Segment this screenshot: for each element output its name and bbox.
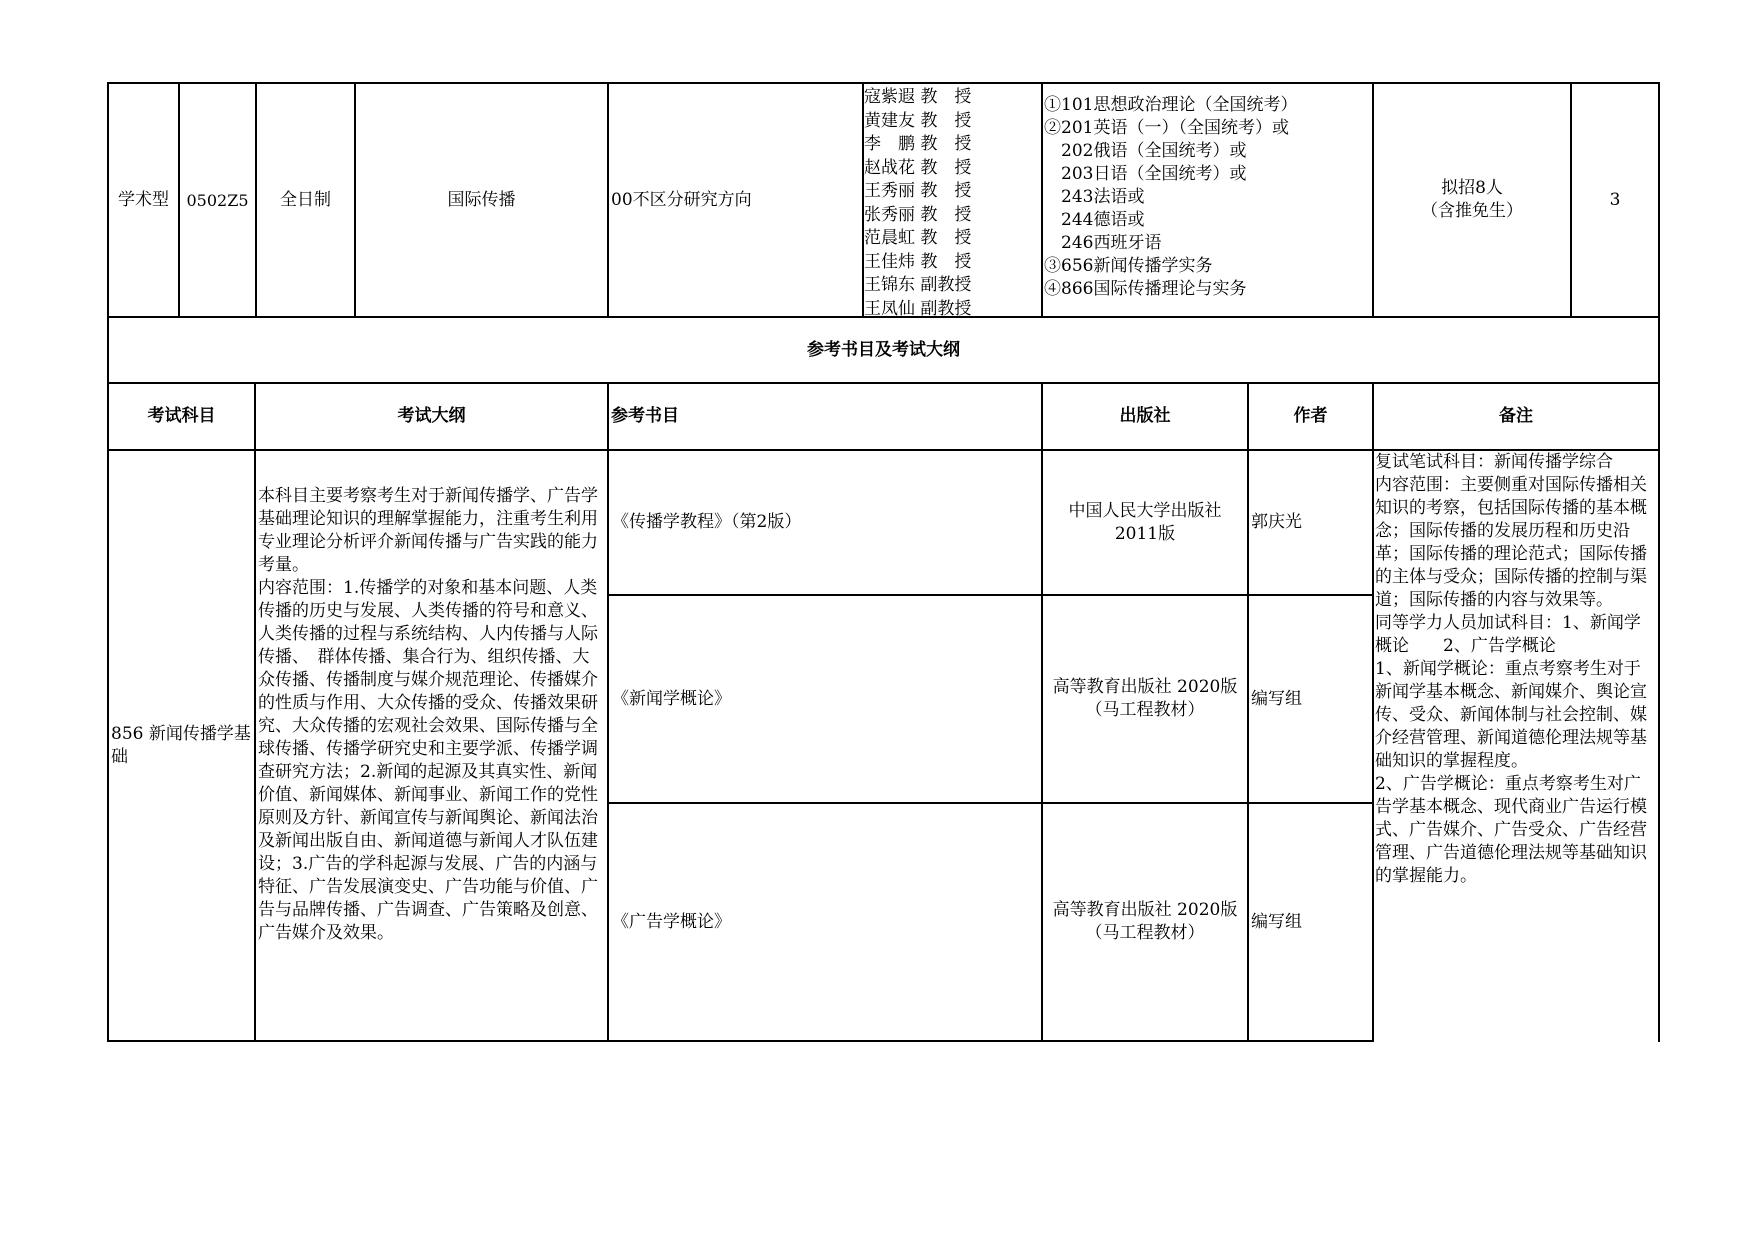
book-author: 编写组 xyxy=(1251,911,1302,932)
supervisor-item: 寇紫遐 教 授 xyxy=(864,87,972,107)
research-direction: 00不区分研究方向 xyxy=(611,189,752,210)
exam-subject-item: ②201英语（一）（全国统考）或 xyxy=(1044,118,1289,138)
section-title: 参考书目及考试大纲 xyxy=(807,339,960,360)
exam-subject-item: 202俄语（全国统考）或 xyxy=(1044,141,1247,161)
exam-subject-item: ③656新闻传播学实务 xyxy=(1044,256,1213,276)
col-divider xyxy=(1247,382,1249,1042)
book-publisher: 高等教育出版社 2020版（马工程教材） xyxy=(1052,900,1238,943)
supervisor-item: 范晨虹 教 授 xyxy=(864,228,972,248)
book-author: 郭庆光 xyxy=(1251,512,1302,532)
supervisor-item: 王佳炜 教 授 xyxy=(864,251,972,272)
book-title: 《新闻学概论》 xyxy=(612,688,731,709)
table-border-right xyxy=(1658,82,1660,1042)
exam-subject-list xyxy=(1044,94,1372,316)
study-mode: 全日制 xyxy=(280,189,331,210)
exam-subject: 856 新闻传播学基础 xyxy=(111,723,251,767)
supervisor-item: 王秀丽 教 授 xyxy=(864,181,972,201)
enrollment-line: 拟招8人 xyxy=(1441,178,1503,198)
book-publisher: 中国人民大学出版社 2011版 xyxy=(1068,500,1227,544)
supervisor-item: 王凤仙 副教授 xyxy=(864,298,972,316)
header-book: 参考书目 xyxy=(611,406,679,426)
exam-subject-item: 244德语或 xyxy=(1044,210,1145,230)
exam-outline: 本科目主要考察考生对于新闻传播学、广告学基础理论知识的理解掌握能力，注重考生利用专业理论分析评介新闻传播与广告实践的能力考量。 内容范围：1.传播学的对象和基本问题、人类传播的历史与发展、人类传播的符号和意义、人类传播的过程与系统结构、人内传播与人际传播、 群体传播、集合行为、组织传播、大众传播、传播制度与媒介规范理论、传播媒介的性质与作用、大众传播的受众、传播效果研究、大众传播的宏观社会效果、国际传播与全球传播、传播学研究史和主要学派、传播学调查研究方法；2.新闻的起源及其真实性、新闻价值、新闻媒体、新闻事业、新闻工作的党性原则及方针、新闻宣传与新闻舆论、新闻法治及新闻出版自由、新闻道德与新闻人才队伍建设；3.广告的学科起源与发展、广告的内涵与特征、广告发展演变史、广告功能与价值、广告与品牌传播、广告调查、广告策略及创意、广告媒介及效果。 xyxy=(258,486,598,943)
col-divider xyxy=(607,82,609,318)
exam-subject-item: 243法语或 xyxy=(1044,187,1145,207)
enrollment-count xyxy=(1374,84,1570,316)
supervisor-list xyxy=(864,86,1041,316)
supervisor-item: 张秀丽 教 授 xyxy=(864,204,972,225)
book-title: 《广告学概论》 xyxy=(612,911,731,932)
program-code: 0502Z5 xyxy=(186,190,249,210)
col-divider xyxy=(1041,82,1043,318)
program-type: 学术型 xyxy=(118,189,169,210)
supervisor-item: 黄建友 教 授 xyxy=(864,110,972,131)
col-divider xyxy=(254,382,256,1042)
supervisor-item: 王锦东 副教授 xyxy=(864,275,972,295)
exam-subject-item: ④866国际传播理论与实务 xyxy=(1044,279,1247,299)
header-publisher: 出版社 xyxy=(1119,406,1171,426)
book-title: 《传播学教程》（第2版） xyxy=(612,512,802,532)
header-author: 作者 xyxy=(1293,406,1328,426)
col-divider xyxy=(1372,382,1374,1042)
book-author: 编写组 xyxy=(1251,688,1302,709)
major-name: 国际传播 xyxy=(447,189,516,210)
exam-note: 复试笔试科目：新闻传播学综合 内容范围：主要侧重对国际传播相关知识的考察，包括国际传播的基本概念；国际传播的发展历程和历史沿革；国际传播的理论范式；国际传播的主体与受众；国际传播的控制与渠道；国际传播的内容与效果等。 同等学力人员加试科目：1、新闻学概论 2、广告学概论 1、新闻学概论：重点考察考生对于新闻学基本概念、新闻媒介、舆论宣传、受众、新闻体制与社会控制、媒介经营管理、新闻道德伦理法规等基础知识的掌握程度。 2、广告学概论：重点考察考生对广告学基本概念、现代商业广告运行模式、广告媒介、广告受众、广告经营管理、广告道德伦理法规等基础知识的掌握能力。 xyxy=(1375,452,1647,886)
header-subject: 考试科目 xyxy=(147,406,216,426)
supervisor-item: 赵战花 教 授 xyxy=(864,157,972,178)
book-publisher: 高等教育出版社 2020版（马工程教材） xyxy=(1052,677,1238,720)
exam-subject-item: ①101思想政治理论（全国统考） xyxy=(1044,95,1298,115)
exam-subject-item: 203日语（全国统考）或 xyxy=(1044,164,1247,184)
col-divider xyxy=(607,382,609,1042)
header-outline: 考试大纲 xyxy=(397,406,466,426)
supervisor-item: 李 鹏 教 授 xyxy=(864,134,972,154)
enrollment-line: （含推免生） xyxy=(1421,201,1523,221)
exam-subject-item: 246西班牙语 xyxy=(1044,233,1162,253)
header-note: 备注 xyxy=(1499,406,1533,426)
table-border-bottom xyxy=(107,1040,1373,1042)
program-remark: 3 xyxy=(1609,189,1621,210)
